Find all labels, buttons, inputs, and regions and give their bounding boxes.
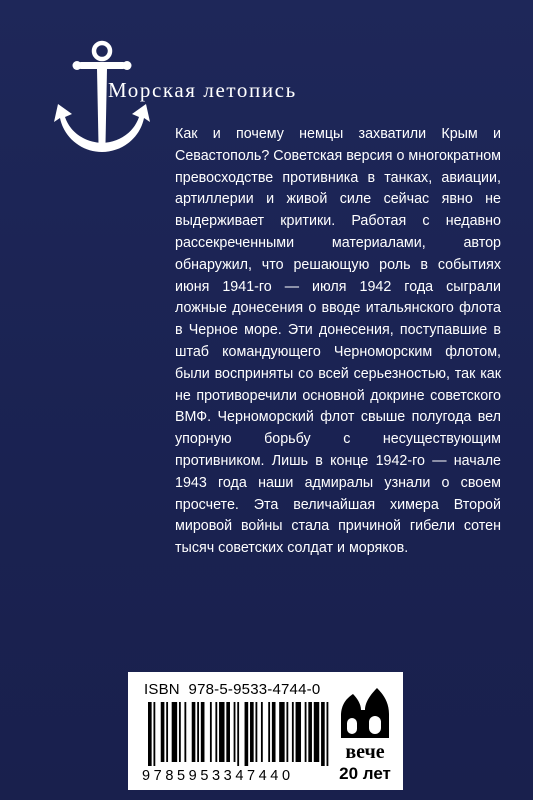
barcode-bar	[237, 702, 239, 766]
barcode-bar	[286, 702, 288, 762]
barcode-bar	[234, 702, 236, 762]
barcode-bar	[308, 702, 312, 762]
barcode-bar	[255, 702, 257, 762]
barcode-bar	[215, 702, 217, 762]
barcode-bar	[172, 702, 177, 762]
barcode-bar	[327, 702, 329, 766]
barcode-digits: 9785953347440	[142, 768, 294, 784]
publisher-name: вече	[345, 741, 385, 763]
barcode-bar	[201, 702, 205, 762]
barcode-bar	[279, 702, 284, 762]
barcode-bar	[226, 702, 230, 762]
barcode-bar	[268, 702, 270, 762]
barcode-bar	[321, 702, 325, 766]
publisher-anniversary: 20 лет	[339, 764, 391, 783]
isbn-label: ISBN 978-5-9533-4744-0	[144, 681, 321, 698]
barcode-bar	[296, 702, 301, 762]
barcode-bar	[245, 702, 249, 766]
barcode-bar	[250, 702, 254, 762]
barcode-bar	[305, 702, 307, 762]
barcode-bar	[153, 702, 155, 766]
barcode-bar	[192, 702, 196, 762]
barcode-bar	[161, 702, 165, 762]
barcode-bar	[292, 702, 294, 762]
barcode-bar	[197, 702, 199, 762]
barcode-bar	[219, 702, 224, 762]
publisher-logo	[335, 686, 395, 784]
barcode-bar	[179, 702, 181, 762]
barcode-bar	[210, 702, 212, 762]
barcode-bar	[272, 702, 276, 762]
barcode-bar	[166, 702, 168, 762]
barcode-bar	[261, 702, 263, 762]
barcode-bar	[148, 702, 152, 766]
barcode-bar	[314, 702, 319, 762]
barcode	[146, 702, 334, 766]
barcode-bar	[184, 702, 186, 762]
barcode-panel	[128, 672, 403, 790]
blurb-text: Как и почему немцы захватили Крым и Севастополь? Советская версия о многократном превосходстве противника в танках, авиации, артиллерии и живой силе сейчас явно не выдерживает критики. Работая с недавно рассекреченными материалами, автор обнаружил, что решающую роль в событиях июня 1941-го — июля 1942 года сыграли ложные донесения о вводе итальянского флота в Черное море. Эти донесения, поступавшие в штаб командующего Черноморским флотом, были восприняты со всей серьезностью, так как не противоречили основной докрине советского ВМФ. Черноморский флот свыше полугода вел упорную борьбу с несуществующим противником. Лишь в конце 1942-го — начале 1943 года наши адмиралы узнали о своем просчете. Эта величайшая химера Второй мировой войны стала причиной гибели сотен тысяч советских солдат и моряков.	[175, 126, 501, 557]
series-title: Морская летопись	[108, 78, 297, 102]
